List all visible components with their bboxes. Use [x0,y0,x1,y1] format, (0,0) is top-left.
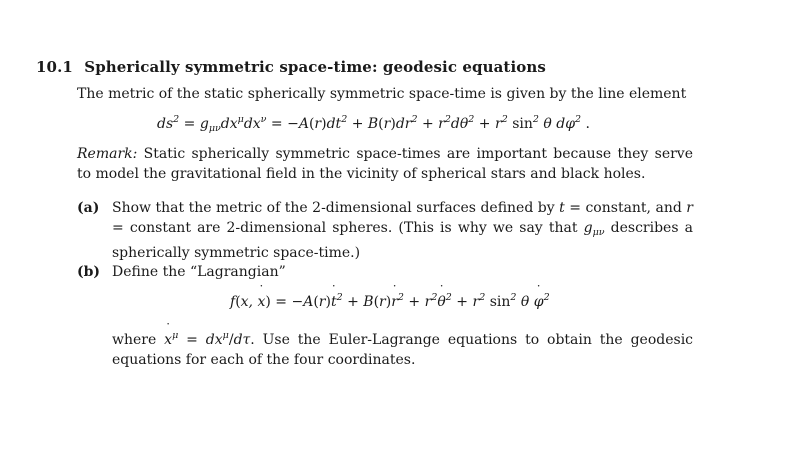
where-paragraph [112,326,693,370]
part-a-text-3: = constant are 2-dimensional spheres. (This is why we say that [112,220,584,236]
section-heading [36,58,546,76]
intro-paragraph: The metric of the static spherically symmetric space-time is given by the line element [77,86,687,102]
var-r: r [686,200,693,216]
remark-text: Static spherically symmetric space-times are important because they serve to model the gravitational field in the vicinity of spherical stars and black holes. [77,146,693,182]
xdot-mu: x ˙$^\mu$ [164,332,178,348]
xdot-definition: = $dx^\mu/d\tau$ [186,330,251,348]
part-b-tag: (b) [77,264,101,280]
part-a-text-4: describes a spherically symmetric space-time.) [112,220,693,261]
part-a-text-1: Show that the metric of the 2-dimensional surfaces defined by [112,200,560,216]
part-b-text: Define the “Lagrangian” [112,264,286,280]
section-title: Spherically symmetric space-time: geodesic equations [84,58,546,76]
remark-label: Remark: [77,146,138,162]
lagrangian-equation: f(x, x ˙) = −A(r)t ˙$^2$ + B(r)r ˙$^2$ + $r^2\theta$ ˙$^2$ + $r^2$ $\sin^2 \theta$ φ ˙$^2$ [230,292,550,310]
metric-symbol: $g_{\mu\nu}$ [583,220,605,238]
part-b [77,262,693,282]
part-a-text-2: = constant, and [564,200,687,216]
where-text: . Use the Euler-Lagrange equations to obtain the geodesic equations for each of the four coordinates. [112,332,694,368]
part-a-text [112,198,693,263]
section-number: 10.1 [36,58,73,76]
part-a [77,198,693,263]
where-word: where [112,332,165,348]
var-t: t [559,200,565,216]
line-element-equation: $ds^2 = g_{\mu\nu}dx^\mu dx^\nu = -A(r)dt^2 + B(r)dr^2 + r^2d\theta^2 + r^2$ $\sin^2 \theta$ $d\varphi^2$ . [157,114,590,134]
part-a-tag: (a) [77,200,100,216]
remark-paragraph [77,144,693,184]
